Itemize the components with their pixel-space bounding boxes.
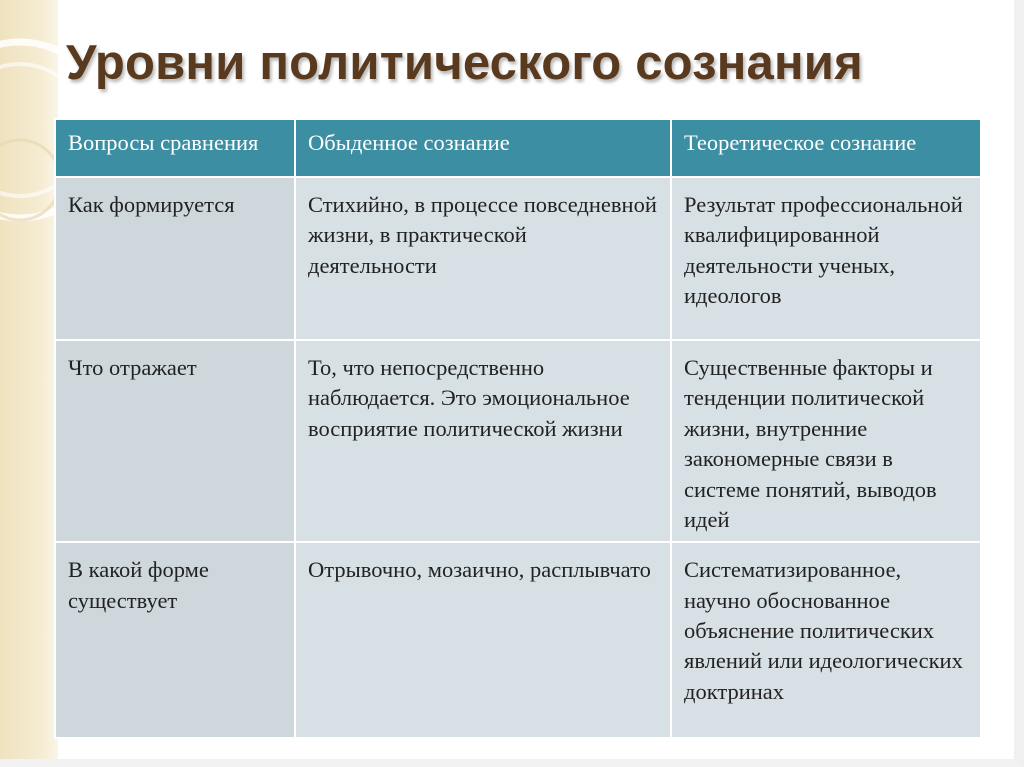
table-row bbox=[55, 542, 981, 738]
table-cell: В какой форме существует bbox=[55, 542, 295, 738]
table-cell: Как формируется bbox=[55, 177, 295, 340]
table-cell: Что отражает bbox=[55, 340, 295, 542]
header-cell: Обыденное сознание bbox=[295, 119, 671, 177]
table-header-row bbox=[55, 119, 981, 177]
header-cell: Теоретическое сознание bbox=[671, 119, 981, 177]
table-cell: Результат профессиональной квалифицированной деятельности ученых, идеологов bbox=[671, 177, 981, 340]
header-cell: Вопросы сравнения bbox=[55, 119, 295, 177]
table-row bbox=[55, 340, 981, 542]
slide-title: Уровни политического сознания bbox=[66, 36, 863, 90]
table-row bbox=[55, 177, 981, 340]
table-cell: То, что непосредственно наблюдается. Это эмоциональное восприятие политической жизни bbox=[295, 340, 671, 542]
table-cell: Стихийно, в процессе повседневной жизни, в практической деятельности bbox=[295, 177, 671, 340]
comparison-table bbox=[54, 118, 982, 739]
table-cell: Существенные факторы и тенденции политической жизни, внутренние закономерные связи в системе понятий, выводов идей bbox=[671, 340, 981, 542]
table-cell: Систематизированное, научно обоснованное объяснение политических явлений или идеологических доктринах bbox=[671, 542, 981, 738]
table-cell: Отрывочно, мозаично, расплывчато bbox=[295, 542, 671, 738]
